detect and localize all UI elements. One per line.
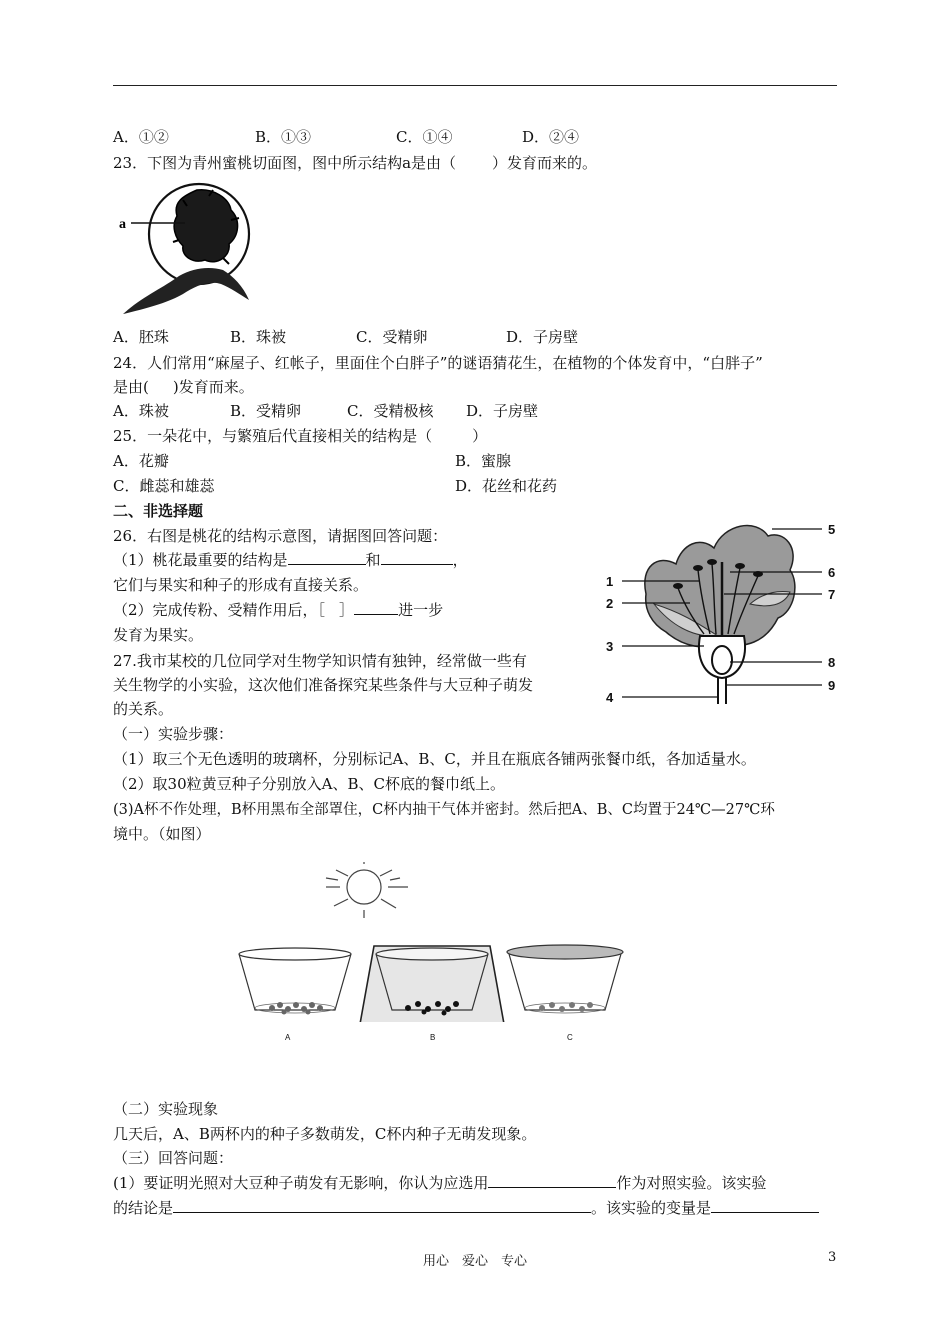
cup-label-c: C: [567, 1033, 573, 1042]
label-a: a: [119, 217, 126, 232]
flower-label-2: 2: [606, 596, 614, 611]
q27-steps-title: （一）实验步骤：: [113, 725, 234, 743]
q27-phenomenon: 几天后，A、B两杯内的种子多数萌发，C杯内种子无萌发现象。: [113, 1125, 537, 1143]
petals: [645, 526, 795, 647]
flower-label-3: 3: [606, 639, 614, 654]
q26-part1-line2: 它们与果实和种子的形成有直接关系。: [113, 576, 369, 594]
q27-ans2-post: 。该实验的变量是: [591, 1199, 712, 1217]
q26-p1-pre: （1）桃花最重要的结构是: [113, 551, 288, 569]
q25-option-c: C．雌蕊和雄蕊: [113, 477, 215, 495]
flower-label-6: 6: [828, 565, 836, 580]
answer-blank[interactable]: [381, 550, 453, 565]
flower-label-5: 5: [828, 522, 836, 537]
q27-ans1-post: 作为对照实验。该实验: [616, 1174, 767, 1192]
cup-c: [507, 945, 623, 1013]
flower-label-8: 8: [828, 655, 836, 670]
q25-option-d: D．花丝和花药: [455, 477, 558, 495]
q26-p1-mid: 和: [365, 551, 381, 569]
q24-option-d: D．子房壁: [466, 402, 539, 420]
q26-stem: 26．右图是桃花的结构示意图，请据图回答问题：: [113, 527, 448, 545]
cup-label-b: B: [430, 1033, 436, 1042]
q25-option-a: A．花瓣: [113, 452, 169, 470]
q23-option-b: B．珠被: [230, 328, 287, 346]
q27-phenomenon-title: （二）实验现象: [113, 1100, 219, 1118]
q23-stem-pre: 23．下图为青州蜜桃切面图，图中所示结构a是由（: [113, 154, 457, 172]
q26-p2-mid: ］: [339, 601, 355, 619]
q25-stem-end: ）: [472, 427, 488, 445]
answer-blank[interactable]: [173, 1198, 591, 1213]
q22-option-d: D．②④: [522, 128, 580, 146]
q27-step2: （2）取30粒黄豆种子分别放入A、B、C杯底的餐巾纸上。: [113, 775, 505, 793]
q24-option-b: B．受精卵: [230, 402, 302, 420]
peach-stem-leaf: [123, 268, 249, 314]
q24-option-a: A．珠被: [113, 402, 169, 420]
q24-option-c: C．受精极核: [347, 402, 434, 420]
q26-p2-end: 进一步: [398, 601, 444, 619]
q27-line1: 27.我市某校的几位同学对生物学知识情有独钟，经常做一些有: [113, 652, 527, 670]
q27-ans2-pre: 的结论是: [113, 1199, 174, 1217]
q23-option-a: A．胚珠: [113, 328, 169, 346]
page-number: 3: [828, 1250, 837, 1265]
flower-label-4: 4: [606, 690, 614, 705]
sun-icon: [326, 862, 408, 918]
cup-a: [239, 948, 351, 1015]
answer-blank[interactable]: [488, 1173, 616, 1188]
flower-label-7: 7: [828, 587, 836, 602]
q24-line1: 24．人们常用“麻屋子、红帐子，里面住个白胖子”的谜语猜花生，在植物的个体发育中，“白胖子”: [113, 354, 763, 372]
header-rule: [113, 85, 837, 86]
flower-label-1: 1: [606, 574, 614, 589]
q23-stem: [113, 153, 597, 173]
experiment-figure: [228, 862, 640, 1022]
q27-ans1-pre: (1）要证明光照对大豆种子萌发有无影响，你认为应选用: [113, 1174, 489, 1192]
peach-cross-section-figure: [113, 176, 263, 318]
q26-p2-pre: （2）完成传粉、受精作用后，［: [113, 601, 326, 619]
section-heading: 二、非选择题: [113, 502, 204, 520]
flower-stalk: [718, 678, 726, 704]
page-footer: 用心 爱心 专心: [422, 1254, 527, 1269]
q27-step3b: 境中。（如图）: [113, 825, 211, 843]
peach-flower-figure: [600, 514, 845, 710]
q26-part2: [113, 600, 443, 620]
q22-option-b: B．①③: [255, 128, 312, 146]
q27-line2: 关生物学的小实验，这次他们准备探究某些条件与大豆种子萌发: [113, 676, 534, 694]
q22-option-a: A．①②: [113, 128, 169, 146]
q27-answer1-line1: [113, 1173, 766, 1193]
q27-answers-title: （三）回答问题：: [113, 1149, 234, 1167]
q22-option-c: C．①④: [396, 128, 453, 146]
answer-blank[interactable]: [711, 1198, 819, 1213]
flower-label-9: 9: [828, 678, 836, 693]
cup-label-a: A: [285, 1033, 291, 1042]
q25-stem-text: 25．一朵花中，与繁殖后代直接相关的结构是（: [113, 427, 433, 445]
answer-blank[interactable]: [354, 600, 398, 615]
q24-line2-post: )发育而来。: [172, 378, 254, 396]
q23-option-c: C．受精卵: [356, 328, 428, 346]
q24-line2-pre: 是由(: [113, 378, 149, 396]
q26-part2-line2: 发育为果实。: [113, 626, 204, 644]
ovary: [712, 646, 732, 674]
q25-stem: [113, 426, 487, 446]
q23-stem-post: ）发育而来的。: [492, 154, 598, 172]
cup-b: [360, 946, 504, 1022]
q26-part1: [113, 550, 468, 570]
q27-answer1-line2: [113, 1198, 819, 1218]
q24-line2: [113, 377, 254, 397]
answer-blank[interactable]: [288, 550, 366, 565]
q25-option-b: B．蜜腺: [455, 452, 512, 470]
q27-step1: （1）取三个无色透明的玻璃杯，分别标记A、B、C，并且在瓶底各铺两张餐巾纸，各加适量水。: [113, 750, 756, 768]
q27-line3: 的关系。: [113, 700, 174, 718]
q23-option-d: D．子房壁: [506, 328, 579, 346]
q26-p1-end: ，: [452, 551, 468, 569]
q27-step3a: (3)A杯不作处理，B杯用黑布全部罩住，C杯内抽干气体并密封。然后把A、B、C均置于24℃—27℃环: [113, 802, 775, 818]
